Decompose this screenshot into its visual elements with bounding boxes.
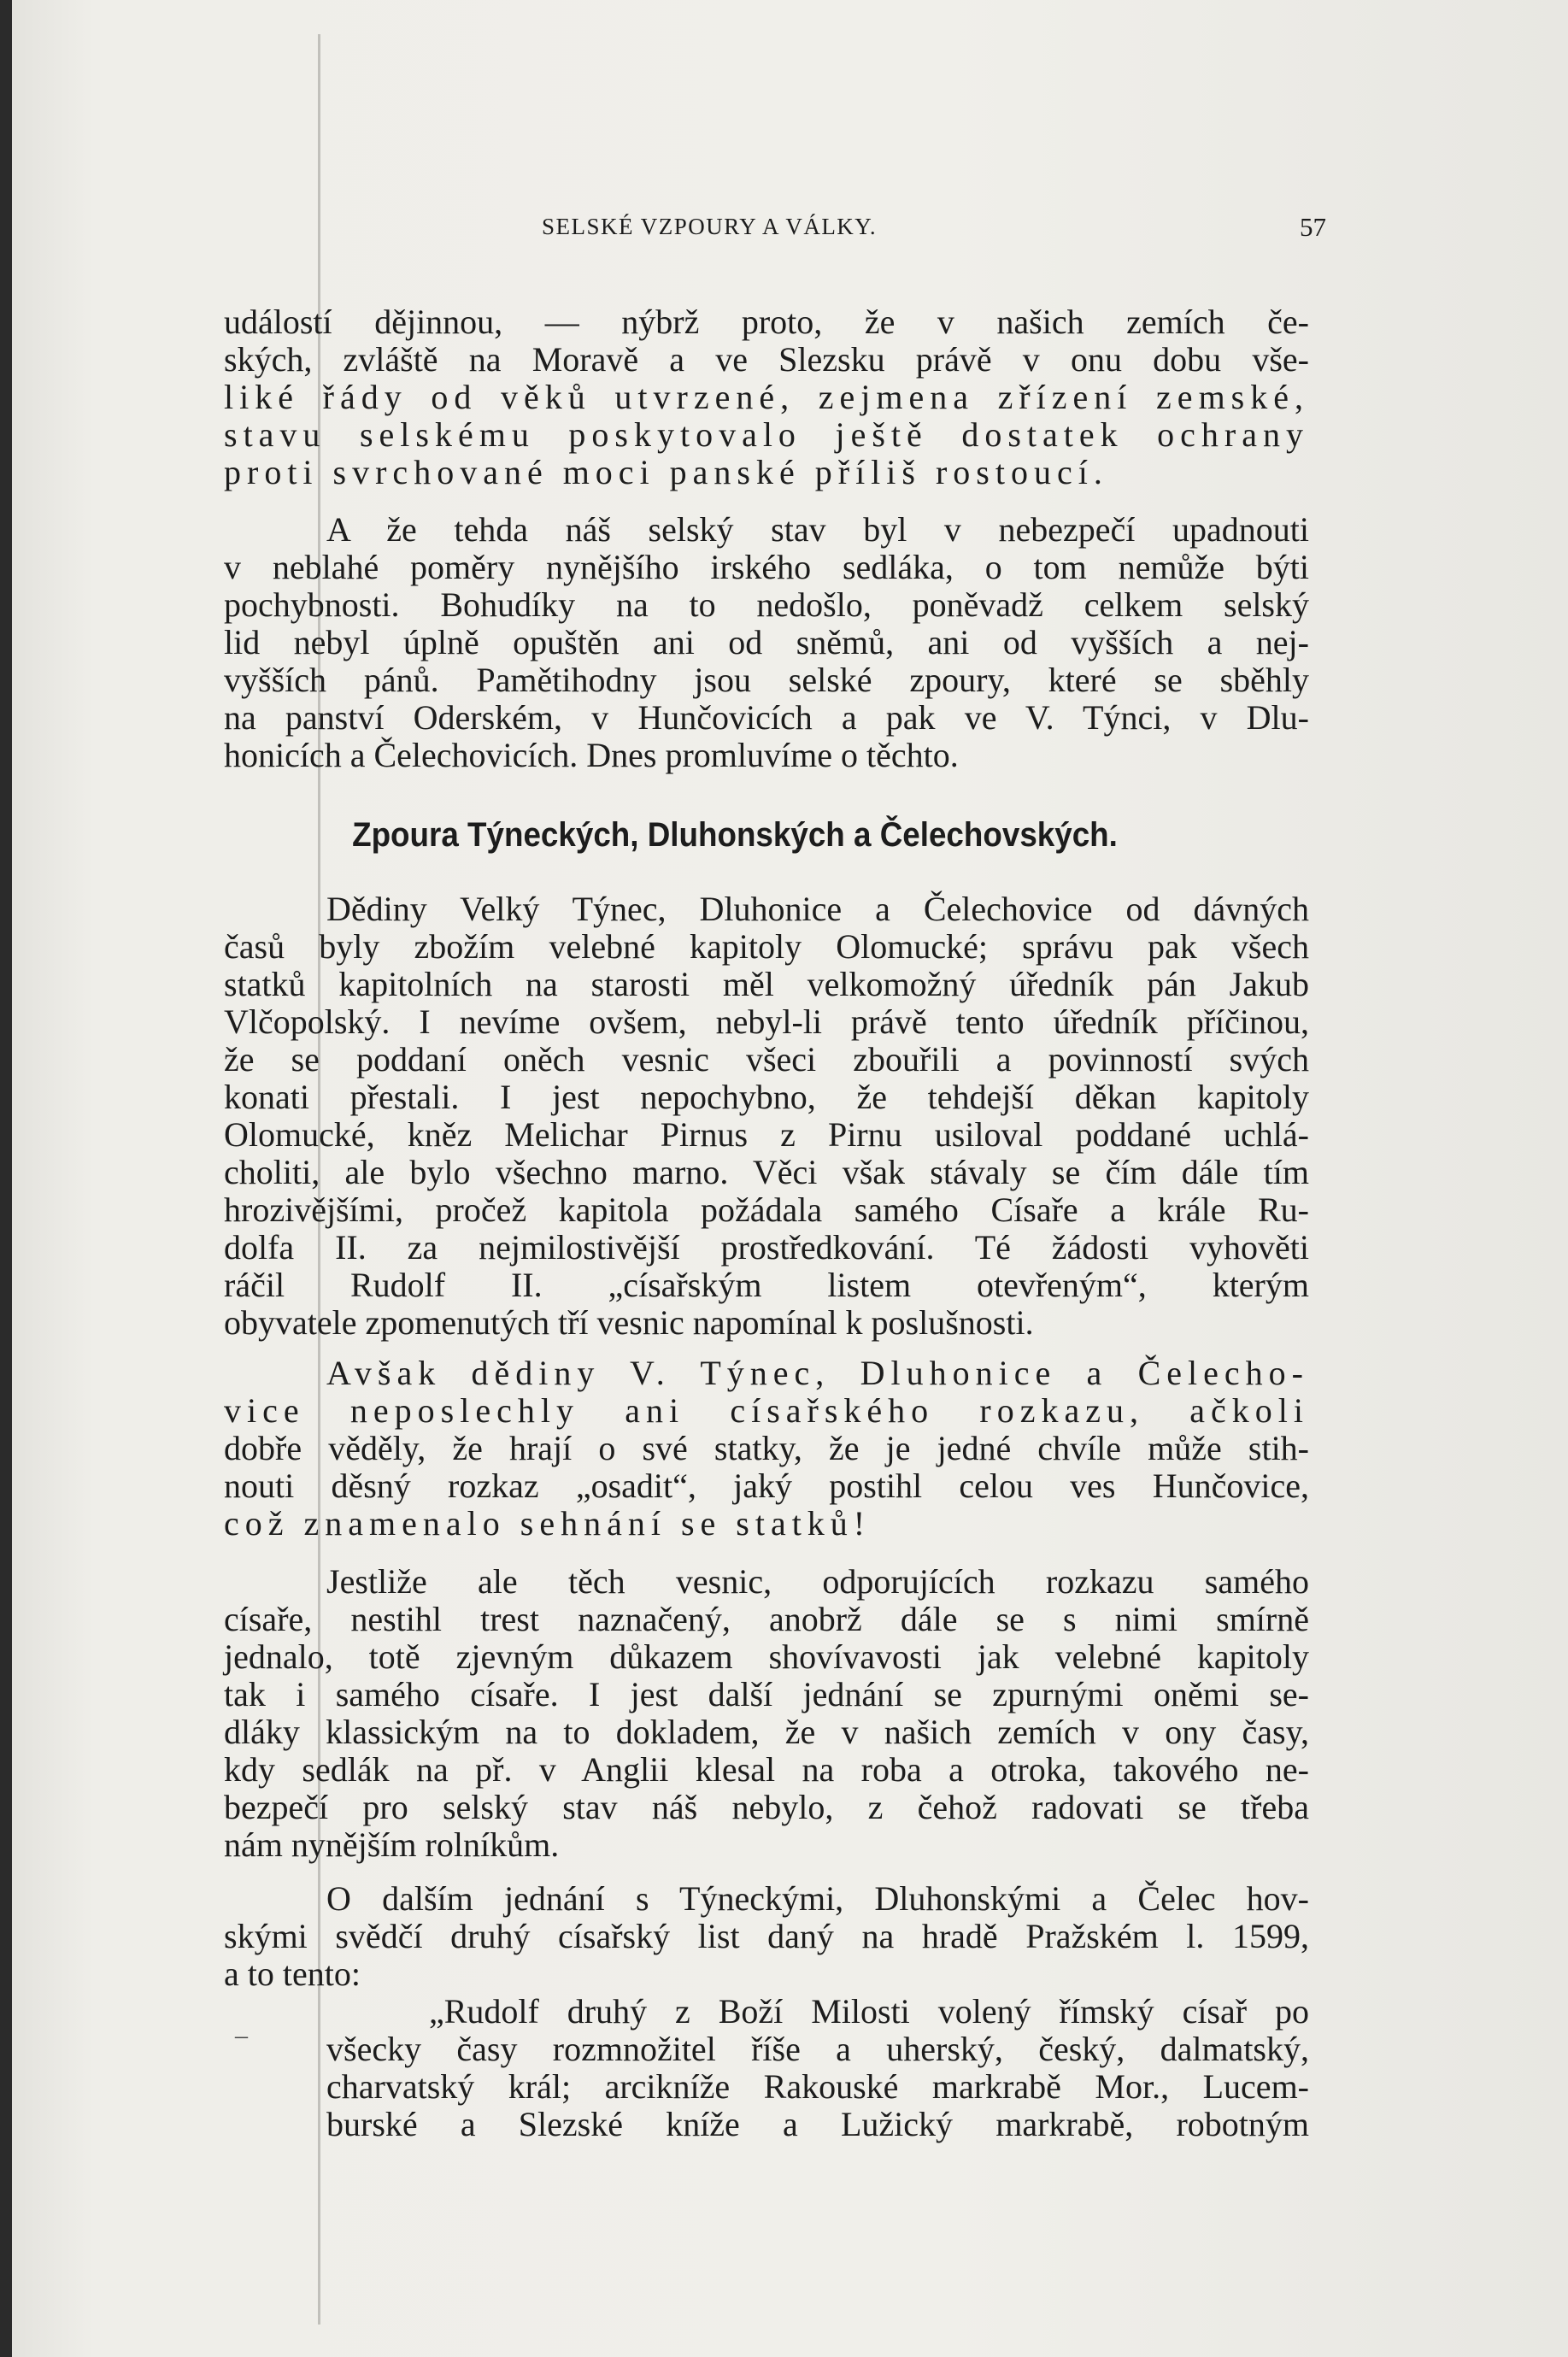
- text-line: na panství Oderském, v Hunčovicích a pak ve V. Týnci, v Dlu-: [224, 698, 1309, 737]
- text-line: dobře věděly, že hrají o své statky, že je jedné chvíle může stih-: [224, 1429, 1309, 1467]
- text-line: burské a Slezské kníže a Lužický markrabě, robotným: [326, 2105, 1309, 2143]
- text-line: charvatský král; arcikníže Rakouské markrabě Mor., Lucem-: [326, 2067, 1309, 2106]
- text-line: v neblahé poměry nynějšího irského sedláka, o tom nemůže býti: [224, 548, 1309, 586]
- text-line: choliti, ale bylo všechno marno. Věci však stávaly se čím dále tím: [224, 1153, 1309, 1191]
- text-line: časů byly zbožím velebné kapitoly Olomucké; správu pak všech: [224, 927, 1309, 966]
- text-line: pochybnosti. Bohudíky na to nedošlo, poněvadž celkem selský: [224, 585, 1309, 624]
- paragraph-2: [224, 511, 1309, 774]
- text-line: ráčil Rudolf II. „císařským listem otevřeným“, kterým: [224, 1266, 1309, 1304]
- text-line: všecky časy rozmnožitel říše a uherský, český, dalmatský,: [326, 2030, 1309, 2068]
- text-line: O dalším jednání s Týneckými, Dluhonskými a Čelec hov-: [326, 1879, 1309, 1918]
- text-line: Olomucké, kněz Melichar Pirnus z Pirnu usiloval poddané uchlá-: [224, 1115, 1309, 1154]
- text-line: vyšších pánů. Pamětihodny jsou selské zpoury, které se sběhly: [224, 661, 1309, 699]
- paragraph-4: [224, 1355, 1309, 1543]
- text-line: Avšak dědiny V. Týnec, Dluhonice a Čelecho-: [326, 1354, 1309, 1392]
- running-header: [224, 205, 1326, 248]
- text-line: nouti děsný rozkaz „osadit“, jaký postihl celou ves Hunčovice,: [224, 1467, 1309, 1505]
- text-line: obyvatele zpomenutých tří vesnic napomínal k poslušnosti.: [224, 1303, 1034, 1342]
- text-line: Dědiny Velký Týnec, Dluhonice a Čelechovice od dávných: [326, 890, 1309, 928]
- text-line: A že tehda náš selský stav byl v nebezpečí upadnouti: [326, 510, 1309, 549]
- text-line: jednalo, totě zjevným důkazem shovívavosti jak velebné kapitoly: [224, 1637, 1309, 1676]
- text-line: lid nebyl úplně opuštěn ani od sněmů, ani od vyšších a nej-: [224, 623, 1309, 661]
- text-line: Vlčopolský. I nevíme ovšem, nebyl-li právě tento úředník příčinou,: [224, 1002, 1309, 1041]
- text-line: liké řády od věků utvrzené, zejmena zřízení zemské,: [224, 378, 1309, 416]
- text-line: císaře, nestihl trest naznačený, anobrž dále se s nimi smírně: [224, 1600, 1309, 1638]
- text-line: dláky klassickým na to dokladem, že v našich zemích v ony časy,: [224, 1713, 1309, 1751]
- text-line: dolfa II. za nejmilostivější prostředkování. Té žádosti vyhověti: [224, 1228, 1309, 1267]
- quoted-decree: [224, 1993, 1309, 2143]
- text-line: honicích a Čelechovicích. Dnes promluvíme o těchto.: [224, 736, 959, 774]
- text-line: Jestliže ale těch vesnic, odporujících rozkazu samého: [326, 1562, 1309, 1601]
- text-line: bezpečí pro selský stav náš nebylo, z čehož radovati se třeba: [224, 1788, 1309, 1826]
- paragraph-5: [224, 1563, 1309, 1864]
- text-line: ských, zvláště na Moravě a ve Slezsku právě v onu dobu vše-: [224, 340, 1309, 379]
- text-line: událostí dějinnou, — nýbrž proto, že v našich zemích če-: [224, 303, 1309, 341]
- text-line: hrozivějšími, pročež kapitola požádala samého Císaře a krále Ru-: [224, 1190, 1309, 1229]
- text-line: „Rudolf druhý z Boží Milosti volený římský císař po: [429, 1992, 1309, 2031]
- paragraph-6: [224, 1880, 1309, 1993]
- text-line: stavu selskému poskytovalo ještě dostatek ochrany: [224, 415, 1309, 454]
- margin-mark: –: [235, 2021, 248, 2049]
- text-line: což znamenalo sehnání se statků!: [224, 1504, 872, 1543]
- text-line: tak i samého císaře. I jest další jednání se zpurnými oněmi se-: [224, 1675, 1309, 1713]
- text-line: vice neposlechly ani císařského rozkazu, ačkoli: [224, 1391, 1309, 1430]
- text-line: a to tento:: [224, 1954, 361, 1993]
- text-line: kdy sedlák na př. v Anglii klesal na roba a otroka, takového ne-: [224, 1750, 1309, 1789]
- text-line: proti svrchované moci panské příliš rostoucí.: [224, 453, 1108, 491]
- running-title: SELSKÉ VZPOURY A VÁLKY.: [542, 214, 878, 239]
- paragraph-3: [224, 890, 1309, 1342]
- scan-edge: [0, 0, 12, 2357]
- text-line: konati přestali. I jest nepochybno, že tehdejší děkan kapitoly: [224, 1078, 1309, 1116]
- section-heading: Zpoura Týneckých, Dluhonských a Čelechovských.: [352, 816, 1118, 854]
- text-line: skými svědčí druhý císařský list daný na hradě Pražském l. 1599,: [224, 1917, 1309, 1955]
- text-line: nám nynějším rolníkům.: [224, 1825, 560, 1864]
- text-line: statků kapitolních na starosti měl velkomožný úředník pán Jakub: [224, 965, 1309, 1003]
- text-line: že se poddaní oněch vesnic všeci zbouřili a povinností svých: [224, 1040, 1309, 1079]
- paragraph-1: [224, 303, 1309, 491]
- page-number: 57: [1300, 212, 1326, 242]
